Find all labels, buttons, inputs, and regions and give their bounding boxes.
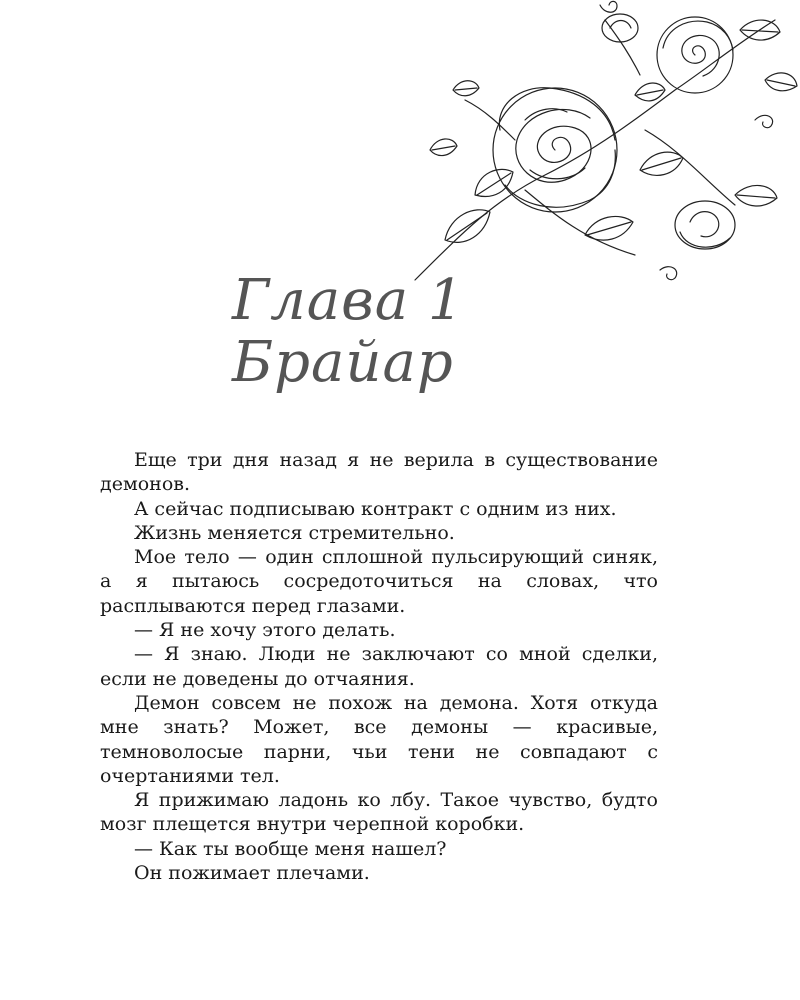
chapter-name: Брайар — [232, 330, 454, 395]
rose-illustration-icon — [405, 0, 800, 290]
chapter-body — [100, 448, 658, 885]
chapter-number: Глава 1 — [232, 268, 465, 333]
paragraph: Жизнь меняется стремительно. — [134, 521, 455, 544]
paragraph: Я прижимаю ладонь ко лбу. Такое чувство, будто мозг плещется внутри черепной коробки. — [100, 789, 658, 836]
paragraph: Он пожимает плечами. — [134, 862, 370, 885]
paragraph: — Я не хочу этого делать. — [134, 619, 396, 642]
paragraph: Мое тело — один сплошной пульсирующий синяк, а я пытаюсь сосредоточиться на словах, что расплываются перед глазами. — [100, 546, 658, 617]
chapter-heading — [232, 270, 465, 394]
paragraph: А сейчас подписываю контракт с одним из них. — [134, 497, 617, 520]
paragraph: Еще три дня назад я не верила в существование демонов. — [100, 449, 658, 496]
paragraph: — Я знаю. Люди не заключают со мной сделки, если не доведены до отчаяния. — [100, 643, 658, 690]
paragraph: Демон совсем не похож на демона. Хотя откуда мне знать? Может, все демоны — красивые, темноволосые парни, чьи тени не совпадают с очертаниями тел. — [100, 691, 658, 787]
paragraph: — Как ты вообще меня нашел? — [134, 837, 447, 860]
